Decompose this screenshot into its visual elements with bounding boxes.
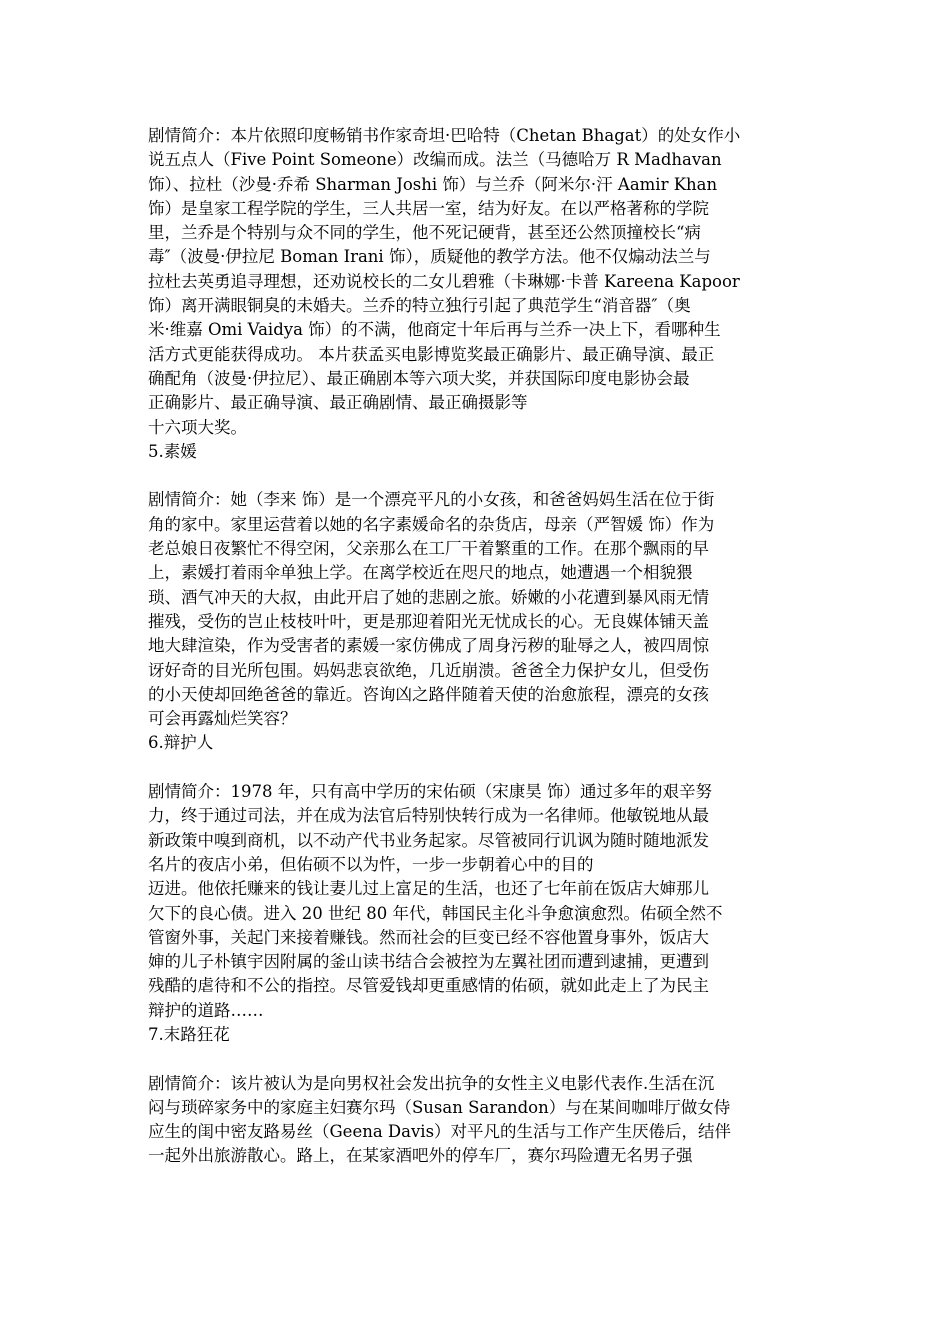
text-line: 欠下的良心债。进入 20 世纪 80 年代，韩国民主化斗争愈演愈烈。佑硕全然不 <box>148 903 723 923</box>
text-line: 饰）、拉杜（沙曼·乔希 Sharman Joshi 饰）与兰乔（阿米尔·汗 Aamir Khan <box>148 174 718 194</box>
text-line: 讶好奇的目光所包围。妈妈悲哀欲绝，几近崩溃。爸爸全力保护女儿，但受伤 <box>148 660 709 680</box>
text-line: 辩护的道路…… <box>148 1000 264 1020</box>
paragraph-spacer <box>148 464 808 488</box>
text-line: 可会再露灿烂笑容？ <box>148 709 297 729</box>
paragraph-spacer <box>148 756 808 780</box>
synopsis-paragraph <box>148 780 808 1023</box>
text-line: 的小天使却回绝爸爸的靠近。咨询凶之路伴随着天使的治愈旅程，漂亮的女孩 <box>148 684 709 704</box>
text-line: 剧情简介：她（李来 饰）是一个漂亮平凡的小女孩，和爸爸妈妈生活在位于街 <box>148 490 715 510</box>
text-line: 上，素媛打着雨伞单独上学。在离学校近在咫尺的地点，她遭遇一个相貌猥 <box>148 563 693 583</box>
paragraph-spacer <box>148 1047 808 1071</box>
synopsis-paragraph <box>148 488 808 731</box>
text-line: 角的家中。家里运营着以她的名字素媛命名的杂货店，母亲（严智媛 饰）作为 <box>148 514 715 534</box>
text-line: 剧情简介：本片依照印度畅销书作家奇坦·巴哈特（Chetan Bhagat）的处女作小 <box>148 126 741 145</box>
text-line: 应生的闺中密友路易丝（Geena Davis）对平凡的生活与工作产生厌倦后，结伴 <box>148 1122 732 1142</box>
text-line: 闷与琐碎家务中的家庭主妇赛尔玛（Susan Sarandon）与在某间咖啡厅做女侍 <box>148 1097 731 1117</box>
synopsis-paragraph <box>148 1072 808 1169</box>
text-line: 新政策中嗅到商机，以不动产代书业务起家。尽管被同行讥讽为随时随地派发 <box>148 830 709 850</box>
text-line: 老总娘日夜繁忙不得空闲，父亲那么在工厂干着繁重的工作。在那个飘雨的早 <box>148 539 709 559</box>
text-line: 剧情简介：1978 年，只有高中学历的宋佑硕（宋康昊 饰）通过多年的艰辛努 <box>148 782 712 802</box>
text-line: 饰）是皇家工程学院的学生，三人共居一室，结为好友。在以严格著称的学院 <box>148 198 709 218</box>
text-line: 残酷的虐待和不公的指控。尽管爱钱却更重感情的佑硕，就如此走上了为民主 <box>148 976 709 996</box>
text-line: 力，终于通过司法，并在成为法官后特别快转行成为一名律师。他敏锐地从最 <box>148 806 709 826</box>
text-line: 婶的儿子朴镇宇因附属的釜山读书结合会被控为左翼社团而遭到逮捕，更遭到 <box>148 952 709 972</box>
text-line: 管窗外事，关起门来接着赚钱。然而社会的巨变已经不容他置身事外，饭店大 <box>148 927 709 947</box>
text-line: 活方式更能获得成功。 本片获孟买电影博览奖最正确影片、最正确导演、最正 <box>148 344 715 364</box>
text-line: 琐、酒气冲天的大叔，由此开启了她的悲剧之旅。娇嫩的小花遭到暴风雨无情 <box>148 587 709 607</box>
movie-heading: 5.素媛 <box>148 441 197 461</box>
text-line: 迈进。他依托赚来的钱让妻儿过上富足的生活，也还了七年前在饭店大婶那儿 <box>148 879 709 899</box>
text-line: 里，兰乔是个特别与众不同的学生，他不死记硬背，甚至还公然顶撞校长“病 <box>148 223 701 243</box>
movie-heading: 6.辩护人 <box>148 733 214 753</box>
text-line: 正确影片、最正确导演、最正确剧情、最正确摄影等 <box>148 393 528 413</box>
text-line: 摧残，受伤的岂止枝枝叶叶，更是那迎着阳光无忧成长的心。无良媒体铺天盖 <box>148 611 709 631</box>
text-line: 毒″（波曼·伊拉尼 Boman Irani 饰），质疑他的教学方法。他不仅煽动法兰与 <box>148 247 711 267</box>
text-line: 米·维嘉 Omi Vaidya 饰）的不满，他商定十年后再与兰乔一决上下，看哪种生 <box>148 320 721 340</box>
text-line: 名片的夜店小弟，但佑硕不以为忤，一步一步朝着心中的目的 <box>148 854 594 874</box>
text-line: 地大肆渲染，作为受害者的素媛一家仿佛成了周身污秽的耻辱之人，被四周惊 <box>148 636 709 656</box>
document-body <box>148 124 808 1169</box>
text-line: 十六项大奖。 <box>148 417 247 437</box>
movie-heading: 7.末路狂花 <box>148 1024 230 1044</box>
text-line: 一起外出旅游散心。路上，在某家酒吧外的停车厂，赛尔玛险遭无名男子强 <box>148 1146 693 1166</box>
text-line: 确配角（波曼·伊拉尼）、最正确剧本等六项大奖，并获国际印度电影协会最 <box>148 368 690 388</box>
synopsis-paragraph <box>148 124 808 440</box>
text-line: 剧情简介：该片被认为是向男权社会发出抗争的女性主义电影代表作.生活在沉 <box>148 1073 715 1093</box>
text-line: 说五点人（Five Point Someone）改编而成。法兰（马德哈万 R Madhavan <box>148 150 722 170</box>
text-line: 拉杜去英勇追寻理想，还劝说校长的二女儿碧雅（卡琳娜·卡普 Kareena Kapoor <box>148 271 740 291</box>
text-line: 饰）离开满眼铜臭的未婚夫。兰乔的特立独行引起了典范学生“消音器″（奥 <box>148 296 691 316</box>
